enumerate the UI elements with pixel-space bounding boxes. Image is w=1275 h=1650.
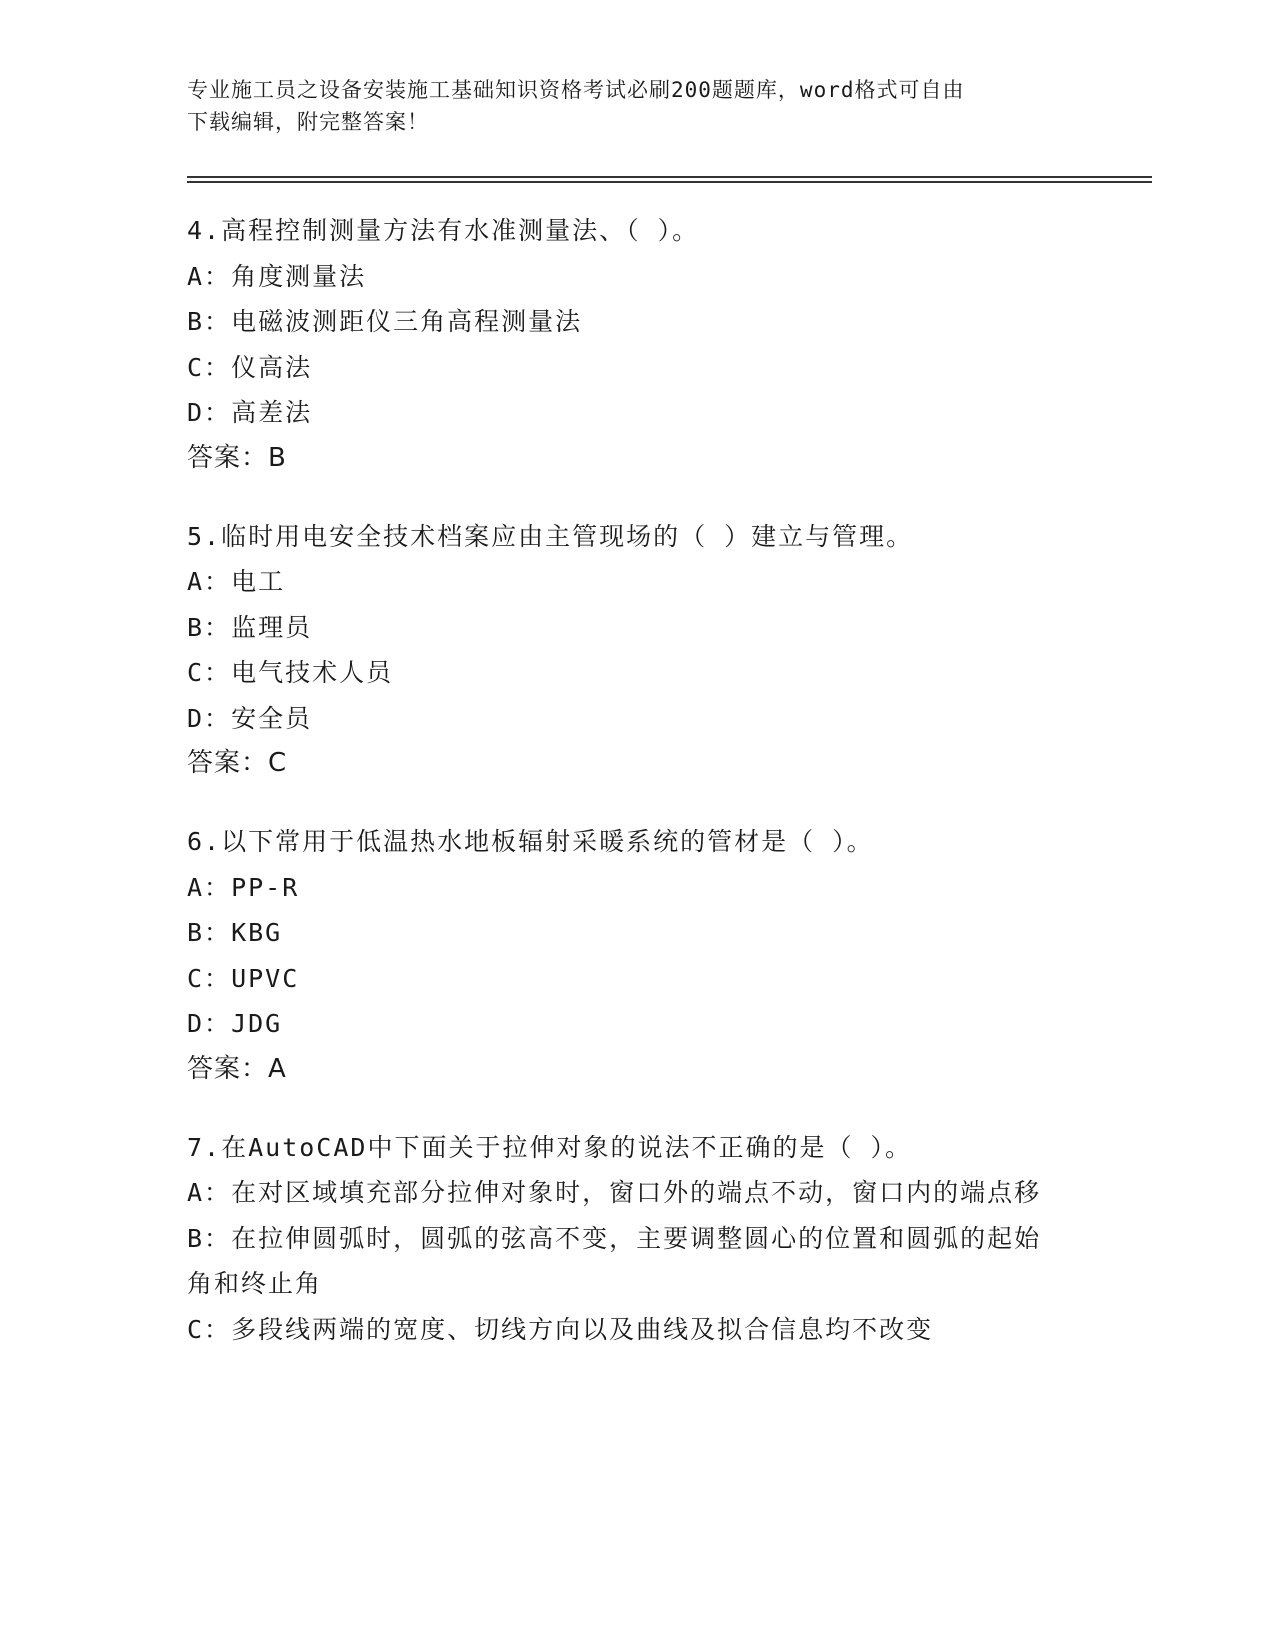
option-d bbox=[187, 696, 1067, 742]
option-text: 电磁波测距仪三角高程测量法 bbox=[231, 307, 583, 336]
option-letter: B： bbox=[187, 918, 232, 947]
question-4 bbox=[187, 208, 1067, 480]
option-c bbox=[187, 345, 1067, 391]
question-stem: 4.高程控制测量方法有水准测量法、（ ）。 bbox=[187, 216, 700, 245]
question-6 bbox=[187, 819, 1067, 1091]
option-text: 电气技术人员 bbox=[231, 658, 394, 687]
header-line-1: 专业施工员之设备安装施工基础知识资格考试必刷200题题库，word格式可自由 bbox=[187, 78, 965, 102]
option-text: 监理员 bbox=[231, 612, 313, 642]
option-letter: C： bbox=[187, 963, 232, 993]
answer-line: 答案：A bbox=[187, 1053, 287, 1084]
option-c bbox=[187, 1307, 1067, 1353]
option-letter: A： bbox=[187, 567, 232, 596]
header-rule-bottom bbox=[187, 181, 1152, 183]
option-letter: D： bbox=[187, 1009, 232, 1038]
header-rule-top bbox=[187, 176, 1152, 178]
option-letter: C： bbox=[187, 1314, 232, 1344]
option-text: 在对区域填充部分拉伸对象时，窗口外的端点不动，窗口内的端点移 bbox=[231, 1178, 1042, 1207]
option-b bbox=[187, 605, 1067, 651]
option-letter: C： bbox=[187, 352, 232, 382]
option-c bbox=[187, 650, 1067, 696]
header-line-2: 下载编辑，附完整答案！ bbox=[187, 110, 429, 134]
option-c bbox=[187, 956, 1067, 1002]
option-letter: D： bbox=[187, 703, 232, 733]
question-list bbox=[187, 208, 1067, 1386]
option-letter: D： bbox=[187, 398, 232, 427]
option-d bbox=[187, 1001, 1067, 1047]
option-text: 角度测量法 bbox=[231, 261, 367, 291]
option-a bbox=[187, 1170, 1067, 1216]
option-text: 安全员 bbox=[231, 703, 313, 733]
option-d bbox=[187, 390, 1067, 436]
option-text: JDG bbox=[231, 1009, 283, 1038]
option-text: 多段线两端的宽度、切线方向以及曲线及拟合信息均不改变 bbox=[231, 1314, 934, 1344]
option-text: 在拉伸圆弧时，圆弧的弦高不变，主要调整圆心的位置和圆弧的起始角和终止角 bbox=[187, 1223, 1042, 1298]
option-a bbox=[187, 254, 1067, 300]
option-b bbox=[187, 299, 1067, 345]
option-letter: B： bbox=[187, 307, 232, 336]
option-letter: A： bbox=[187, 261, 232, 291]
option-text: KBG bbox=[231, 918, 283, 947]
option-text: 电工 bbox=[231, 567, 286, 596]
question-stem: 7.在AutoCAD中下面关于拉伸对象的说法不正确的是（ ）。 bbox=[187, 1132, 913, 1162]
question-stem: 5.临时用电安全技术档案应由主管现场的（ ）建立与管理。 bbox=[187, 521, 914, 551]
option-letter: B： bbox=[187, 1223, 232, 1253]
option-b bbox=[187, 1216, 1067, 1307]
question-7 bbox=[187, 1125, 1067, 1353]
option-b bbox=[187, 910, 1067, 956]
answer-line: 答案：C bbox=[187, 748, 288, 778]
option-a bbox=[187, 559, 1067, 605]
answer-line: 答案：B bbox=[187, 442, 287, 473]
option-letter: C： bbox=[187, 658, 232, 687]
option-letter: B： bbox=[187, 612, 232, 642]
option-text: PP-R bbox=[231, 872, 300, 902]
option-letter: A： bbox=[187, 872, 232, 902]
question-stem: 6.以下常用于低温热水地板辐射采暖系统的管材是（ ）。 bbox=[187, 827, 874, 856]
option-letter: A： bbox=[187, 1178, 232, 1207]
question-5 bbox=[187, 514, 1067, 786]
option-text: 仪高法 bbox=[231, 352, 313, 382]
option-a bbox=[187, 865, 1067, 911]
option-text: UPVC bbox=[231, 963, 300, 993]
option-text: 高差法 bbox=[231, 398, 313, 427]
document-header bbox=[187, 74, 1067, 138]
